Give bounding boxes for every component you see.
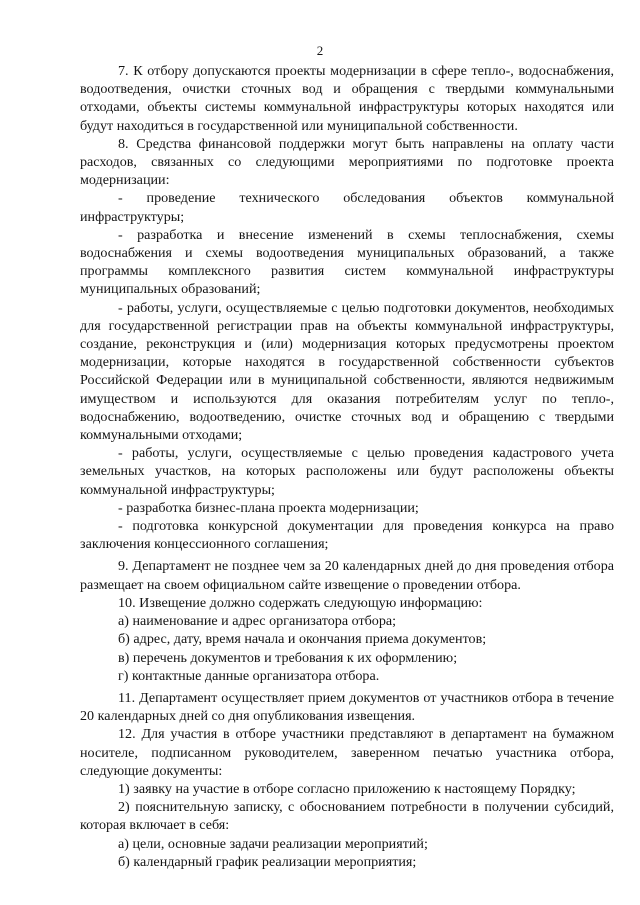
list-item-2b: б) календарный график реализации мероприятия; xyxy=(118,853,417,870)
list-item-cadastral-works: - работы, услуги, осуществляемые с целью проведения кадастрового учета земельных участков, на которых расположены или будут расположены объекты коммунальной инфраструктуры; xyxy=(80,445,614,498)
list-item-2a: а) цели, основные задачи реализации мероприятий; xyxy=(118,835,428,852)
paragraph-7: 7. К отбору допускаются проекты модернизации в сфере тепло-, водоснабжения, водоотведения, очистки сточных вод и обращения с твердыми коммунальными отходами, объекты системы коммунальной инфраструктуры которых находятся или будут находиться в государственной или муниципальной собственности. xyxy=(80,63,614,134)
list-item-business-plan: - разработка бизнес-плана проекта модернизации; xyxy=(118,499,419,516)
list-item-b: б) адрес, дату, время начала и окончания приема документов; xyxy=(118,631,487,648)
paragraph-10: 10. Извещение должно содержать следующую информацию: xyxy=(118,594,483,611)
paragraph-12: 12. Для участия в отборе участники представляют в департамент на бумажном носителе, подписанном руководителем, заверенном печатью участника отбора, следующие документы: xyxy=(80,726,614,779)
list-item-registration-documents: - работы, услуги, осуществляемые с целью подготовки документов, необходимых для государственной регистрации прав на объекты коммунальной инфраструктуры, создание, реконструкция и (или) модернизация которых предусмотрены проектом модернизации, которые находятся в государственной собственности субъектов Российской Федерации или в муниципальной собственности, являются недвижимым имуществом и используются для оказания потребителям услуг по тепло-, водоснабжению, водоотведению, очистке сточных вод и обращению с твердыми коммунальными отходами; xyxy=(80,299,614,444)
list-item-a: а) наименование и адрес организатора отбора; xyxy=(118,613,397,630)
paragraph-11: 11. Департамент осуществляет прием документов от участников отбора в течение 20 календарных дней со дня опубликования извещения. xyxy=(80,689,614,725)
page-number: 2 xyxy=(316,43,324,58)
list-item-technical-survey: - проведение технического обследования объектов коммунальной инфраструктуры; xyxy=(80,190,614,225)
paragraph-8: 8. Средства финансовой поддержки могут быть направлены на оплату части расходов, связанных со следующими мероприятиями по подготовке проекта модернизации: xyxy=(80,135,614,189)
list-item-1: 1) заявку на участие в отборе согласно приложению к настоящему Порядку; xyxy=(118,780,576,797)
list-item-tender-documentation: - подготовка конкурсной документации для проведения конкурса на право заключения концессионного соглашения; xyxy=(80,518,614,553)
list-item-schemes-development: - разработка и внесение изменений в схемы теплоснабжения, схемы водоснабжения и схемы водоотведения муниципальных образований, а также программы комплексного развития систем коммунальной инфраструктуры муниципальных образований; xyxy=(80,226,614,298)
list-item-2: 2) пояснительную записку, с обоснованием потребности в получении субсидий, которая включает в себя: xyxy=(80,799,614,834)
list-item-v: в) перечень документов и требования к их оформлению; xyxy=(118,649,458,666)
document-body xyxy=(80,62,614,871)
list-item-g: г) контактные данные организатора отбора. xyxy=(118,667,380,684)
paragraph-9: 9. Департамент не позднее чем за 20 календарных дней до дня проведения отбора размещает на своем официальном сайте извещение о проведении отбора. xyxy=(80,558,614,593)
